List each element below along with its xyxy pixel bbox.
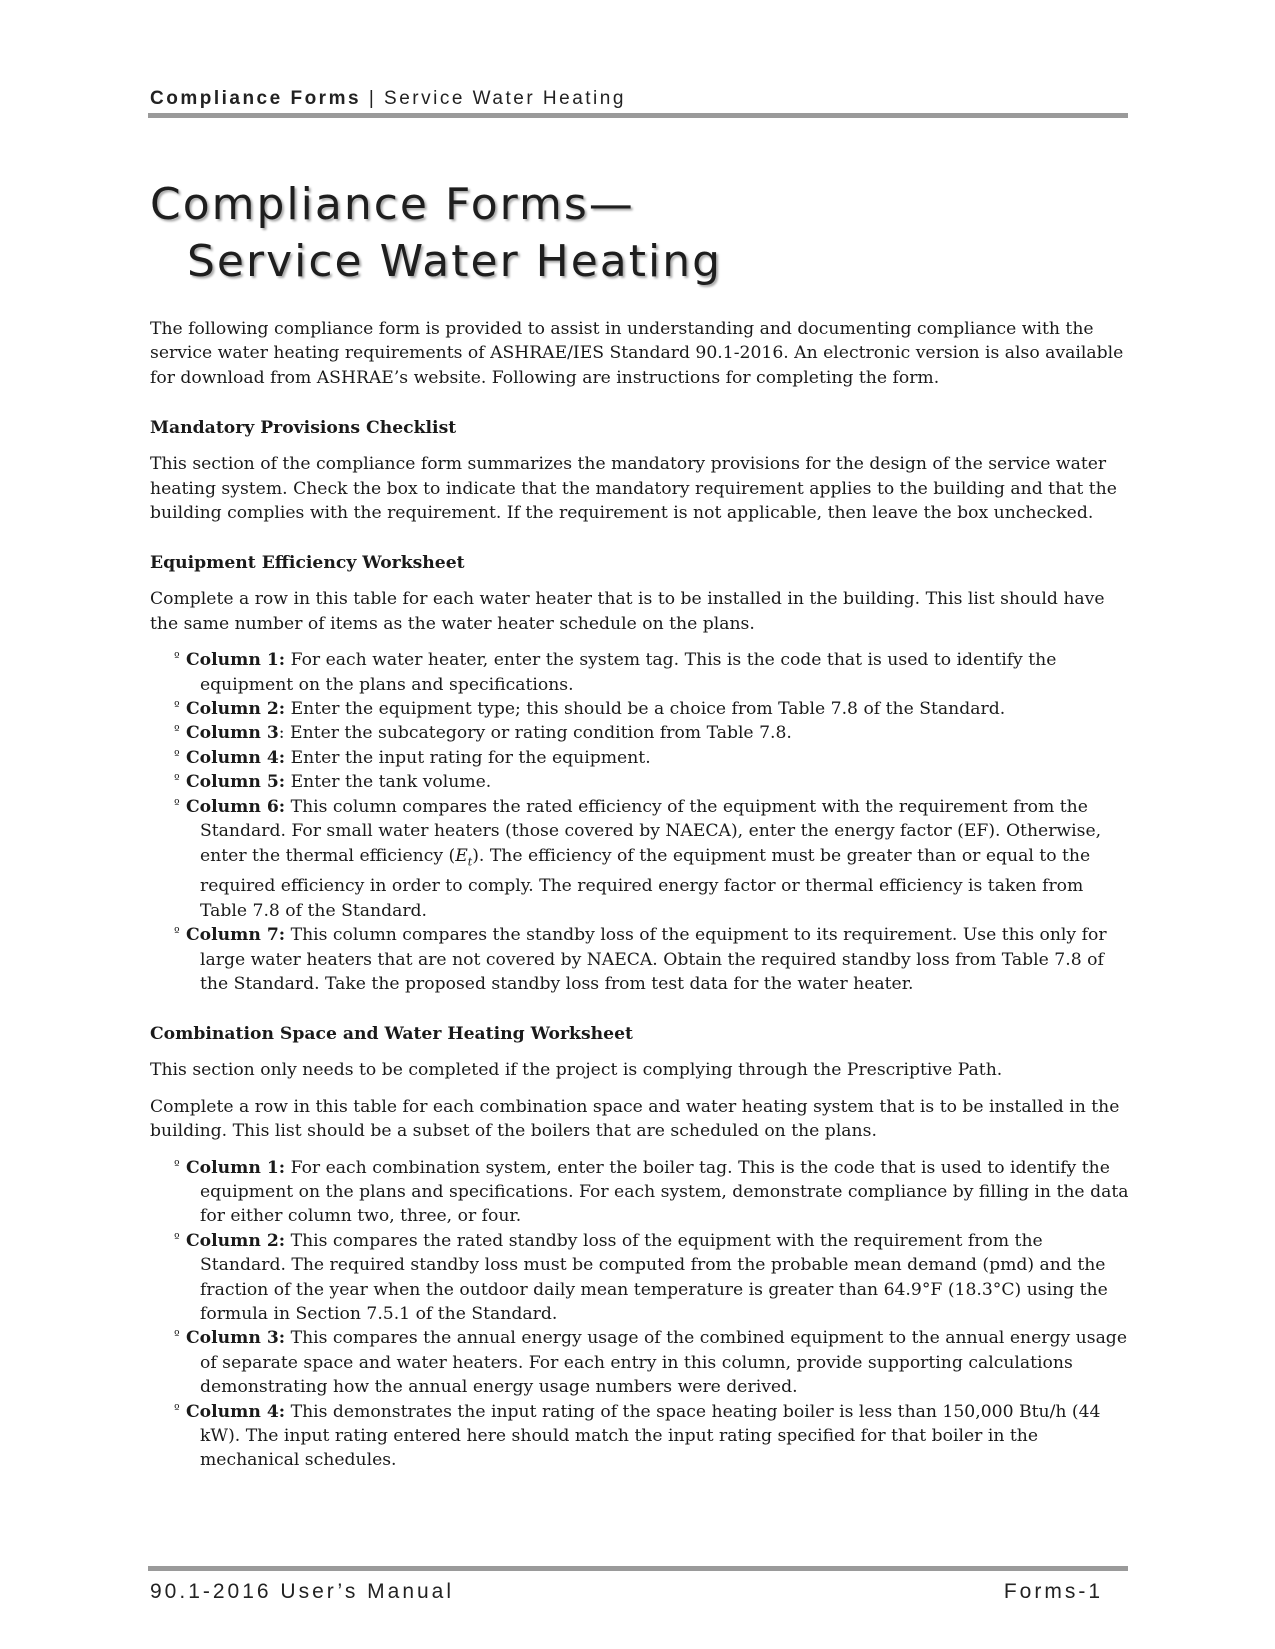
running-header	[150, 88, 626, 110]
thermal-efficiency-symbol: E	[455, 845, 468, 866]
header-separator: |	[361, 88, 385, 109]
equipment-heading: Equipment Efficiency Worksheet	[150, 553, 465, 574]
item-label: Column 3	[186, 723, 279, 744]
item-text: This compares the rated standby loss of the equipment with the requirement from the Standard. The required standby loss must be computed from the probable mean demand (pmd) and the fraction of the year when the outdoor daily mean temperature is greater than 64.9°F (18.3°C) using the formula in Section 7.5.1 of the Standard.	[200, 1230, 1108, 1325]
mandatory-heading: Mandatory Provisions Checklist	[150, 418, 457, 439]
item-label: Column 4:	[186, 747, 286, 768]
list-item	[150, 770, 1130, 794]
item-label: Column 5:	[186, 772, 286, 793]
item-label: Column 2:	[186, 699, 286, 720]
combination-column-list	[150, 1156, 1130, 1473]
list-item	[150, 1326, 1130, 1399]
item-label: Column 7:	[186, 925, 286, 946]
bullet-icon: º	[174, 796, 180, 811]
combination-paragraph-1: This section only needs to be completed if the project is complying through the Prescriptive Path.	[150, 1060, 1003, 1081]
footer-rule	[148, 1566, 1128, 1571]
list-item	[150, 697, 1130, 721]
item-label: Column 1:	[186, 650, 286, 671]
list-item	[150, 795, 1130, 923]
combination-heading: Combination Space and Water Heating Worksheet	[150, 1024, 633, 1045]
item-text: Enter the input rating for the equipment.	[285, 747, 651, 768]
footer-manual-title: 90.1-2016 User’s Manual	[150, 1580, 455, 1603]
thermal-efficiency-subscript: t	[467, 854, 473, 868]
main-content	[150, 317, 1130, 1473]
header-subsection: Service Water Heating	[384, 88, 626, 109]
equipment-column-list	[150, 648, 1130, 996]
bullet-icon: º	[174, 1230, 180, 1245]
list-item	[150, 746, 1130, 770]
equipment-paragraph: Complete a row in this table for each water heater that is to be installed in the building. This list should have the same number of items as the water heater schedule on the plans.	[150, 589, 1105, 634]
bullet-icon: º	[174, 772, 180, 787]
item-label: Column 6:	[186, 796, 286, 817]
list-item	[150, 923, 1130, 996]
bullet-icon: º	[174, 699, 180, 714]
item-text: Enter the tank volume.	[285, 772, 492, 793]
bullet-icon: º	[174, 747, 180, 762]
list-item	[150, 721, 1130, 745]
list-item	[150, 1156, 1130, 1229]
page-title-line1: Compliance Forms—	[150, 179, 635, 230]
header-rule	[148, 113, 1128, 118]
item-text: This compares the annual energy usage of the combined equipment to the annual energy usage of separate space and water heaters. For each entry in this column, provide supporting calculations demonstrating how the annual energy usage numbers were derived.	[200, 1328, 1127, 1398]
list-item	[150, 1400, 1130, 1473]
mandatory-paragraph: This section of the compliance form summarizes the mandatory provisions for the design of the service water heating system. Check the box to indicate that the mandatory requirement applies to the building and that the building complies with the requirement. If the requirement is not applicable, then leave the box unchecked.	[150, 454, 1117, 524]
bullet-icon: º	[174, 723, 180, 738]
item-text: This column compares the standby loss of the equipment to its requirement. Use this only for large water heaters that are not covered by NAECA. Obtain the required standby loss from Table 7.8 of the Standard. Take the proposed standby loss from test data for the water heater.	[200, 925, 1107, 994]
item-label: Column 4:	[186, 1401, 286, 1422]
item-label: Column 2:	[186, 1230, 286, 1251]
item-text: Enter the equipment type; this should be a choice from Table 7.8 of the Standard.	[285, 699, 1006, 720]
header-section: Compliance Forms	[150, 88, 362, 109]
bullet-icon: º	[174, 925, 180, 940]
bullet-icon: º	[174, 1401, 180, 1416]
intro-paragraph: The following compliance form is provided to assist in understanding and documenting compliance with the service water heating requirements of ASHRAE/IES Standard 90.1-2016. An electronic version is also available for download from ASHRAE’s website. Following are instructions for completing the form.	[150, 319, 1124, 388]
item-text-continued: ). The efficiency of the equipment must be greater than or equal to the required efficiency in order to comply. The required energy factor or thermal efficiency is taken from Table 7.8 of the Standard.	[200, 845, 1091, 921]
combination-paragraph-2: Complete a row in this table for each combination space and water heating system that is to be installed in the building. This list should be a subset of the boilers that are scheduled on the plans.	[150, 1096, 1120, 1142]
item-text: For each water heater, enter the system tag. This is the code that is used to identify the equipment on the plans and specifications.	[200, 650, 1057, 695]
item-text: This demonstrates the input rating of the space heating boiler is less than 150,000 Btu/h (44 kW). The input rating entered here should match the input rating specified for that boiler in the mechanical schedules.	[200, 1401, 1101, 1471]
item-label: Column 3:	[186, 1328, 286, 1349]
list-item	[150, 1229, 1130, 1327]
item-text: For each combination system, enter the boiler tag. This is the code that is used to identify the equipment on the plans and specifications. For each system, demonstrate compliance by filling in the data for either column two, three, or four.	[200, 1157, 1129, 1227]
list-item	[150, 648, 1130, 697]
bullet-icon: º	[174, 1328, 180, 1343]
page-title	[150, 176, 722, 290]
item-text: This column compares the rated efficiency of the equipment with the requirement from the Standard. For small water heaters (those covered by NAECA), enter the energy factor (EF). Otherwise, enter the thermal efficiency (	[200, 796, 1102, 866]
item-text: : Enter the subcategory or rating condition from Table 7.8.	[278, 723, 792, 744]
footer-page-number: Forms-1	[1003, 1580, 1103, 1603]
item-label: Column 1:	[186, 1157, 286, 1178]
page-title-line2: Service Water Heating	[187, 236, 723, 287]
bullet-icon: º	[174, 650, 180, 665]
bullet-icon: º	[174, 1157, 180, 1172]
